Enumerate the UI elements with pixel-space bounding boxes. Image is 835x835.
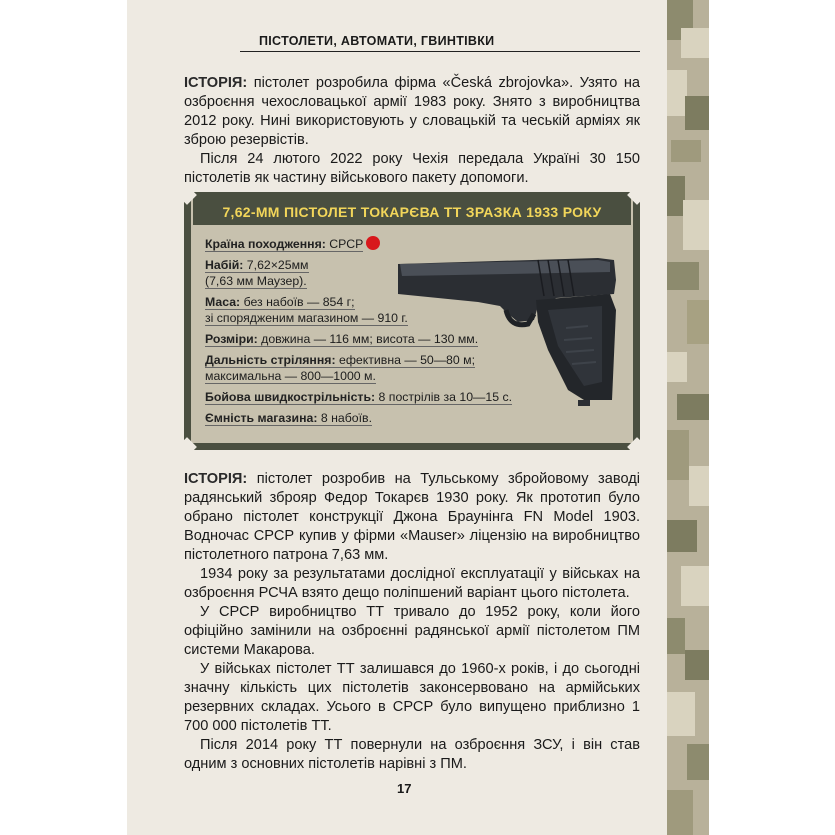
spec-range: Дальність стріляння: ефективна — 50—80 м; максимальна — 800—1000 м. [205, 353, 476, 383]
history-label: ІСТОРІЯ: [184, 75, 248, 91]
running-head: ПІСТОЛЕТИ, АВТОМАТИ, ГВИНТІВКИ [259, 34, 495, 48]
paragraph-1934: 1934 року за результатами дослідної експлуатації у військах на озброєння РСЧА взято дещо поліпшений варіант цього пістолета. [184, 566, 640, 601]
spec-country: Країна походження: СРСР [205, 236, 535, 252]
spec-title: 7,62-ММ ПІСТОЛЕТ ТОКАРЄВА ТТ ЗРАЗКА 1933 РОКУ [193, 199, 631, 225]
ussr-flag-icon [366, 236, 380, 250]
history-text: пістолет розробила фірма «Česká zbrojovka». Узято на озброєння чехословацької армії 1983 року. Знято з виробництва 2012 року. Нині використовують у словацькій та чеській арміях як зброю резервістів. [184, 75, 640, 148]
page-number: 17 [397, 781, 412, 796]
history-label-2: ІСТОРІЯ: [184, 471, 248, 487]
spec-rate: Бойова швидкострільність: 8 пострілів за 10—15 с. [205, 390, 513, 404]
history-section-1 [184, 74, 640, 188]
aid-paragraph: Після 24 лютого 2022 року Чехія передала Україні 30 150 пістолетів як частину військового пакету допомоги. [184, 151, 640, 186]
spec-ammo: Набій: 7,62×25мм (7,63 мм Маузер). [205, 258, 309, 288]
paragraph-production: У СРСР виробництво ТТ тривало до 1952 року, коли його офіційно замінили на озброєнні радянської армії пістолетом ПМ системи Макарова. [184, 604, 640, 658]
spec-size: Розміри: довжина — 116 мм; висота — 130 мм. [205, 332, 479, 346]
camouflage-edge-strip [667, 0, 709, 835]
paragraph-reserves: У військах пістолет ТТ залишався до 1960-х років, і до сьогодні значну кількість цих пістолетів законсервовано на армійських резервних складах. Усього в СРСР було випущено приблизно 1 700 000 пістолетів ТТ. [184, 661, 640, 734]
header-rule [240, 51, 640, 52]
history-section-2: ІСТОРІЯ: пістолет розробив на Тульському збройовому заводі радянський зброяр Федор Токарєв 1930 року. Як прототип було обрано пістолет конструкції Джона Браунінга FN Model 1903. Водночас СРСР купив у фірми «Mauser» ліцензію на виробництво пістолетного патрона 7,63 мм. 1934 року за результатами дослідної експлуатації у військах на озброєння РСЧА взято дещо поліпшений варіант цього пістолета. У СРСР виробництво ТТ тривало до 1952 року, коли його офіційно замінили на озброєнні радянської армії пістолетом ПМ системи Макарова. У військах пістолет ТТ залишався до 1960-х років, і до сьогодні значну кількість цих пістолетів законсервовано на армійських резервних складах. Усього в СРСР було випущено приблизно 1 700 000 пістолетів ТТ. Після 2014 року ТТ повернули на озброєння ЗСУ, і він став одним з основних пістолетів нарівні з ПМ. [184, 471, 640, 772]
tt-pistol-image [388, 250, 628, 410]
spec-magazine: Ємність магазина: 8 набоїв. [205, 411, 373, 425]
paragraph-2014: Після 2014 року ТТ повернули на озброєння ЗСУ, і він став одним з основних пістолетів нарівні з ПМ. [184, 737, 640, 772]
spec-mass: Маса: без набоїв — 854 г; зі спорядженим магазином — 910 г. [205, 295, 408, 325]
